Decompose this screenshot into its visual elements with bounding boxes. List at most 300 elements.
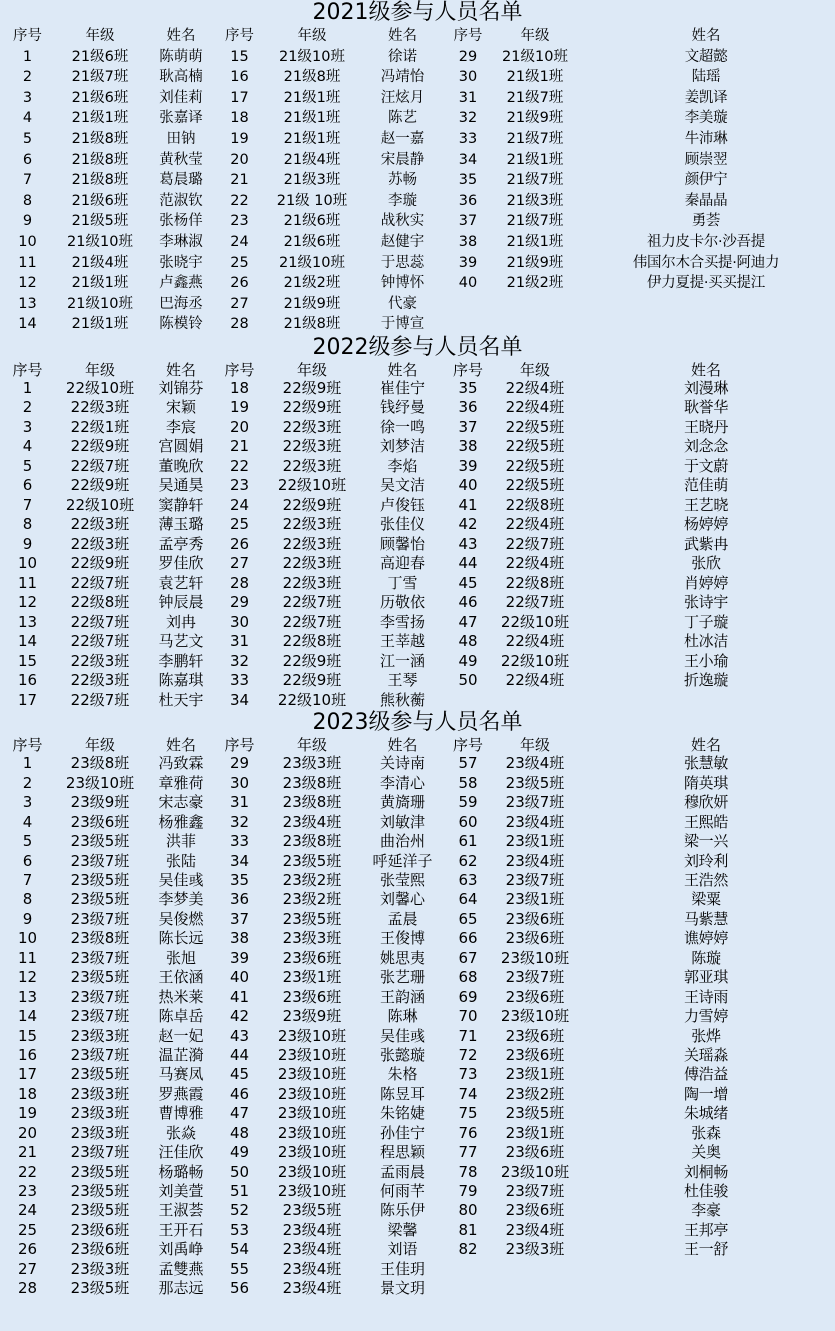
number-cell: 6 [22,476,33,495]
number-cell: 57 [458,754,478,773]
grade-cell: 23级6班 [505,1201,565,1220]
number-cell: 39 [458,456,478,475]
number-cell: 11 [17,573,38,592]
grade-cell: 22级8班 [505,495,565,514]
grade-cell: 22级7班 [70,456,130,475]
name-cell: 关诗南 [379,754,425,773]
name-cell: 马赛凤 [158,1065,204,1084]
grade-cell: 21级8班 [283,316,341,333]
grade-cell [493,294,577,315]
table-row [0,632,835,652]
grade-cell: 23级5班 [505,773,565,792]
number-cell: 1 [22,48,33,65]
number-cell: 26 [229,534,250,553]
name-cell: 穆欣妍 [683,793,729,812]
grade-cell: 22级5班 [505,476,565,495]
number-cell: 50 [458,671,478,690]
grade-cell: 21级8班 [71,172,129,189]
number-cell: 31 [229,632,250,651]
name-cell: 宫圆娟 [158,437,204,456]
number-cell: 33 [229,832,250,851]
grade-cell [493,314,577,335]
name-cell: 隋英琪 [683,773,729,792]
grade-cell: 22级7班 [70,573,130,592]
name-cell [577,1279,835,1298]
name-cell: 熊秋蘅 [379,690,425,709]
name-cell: 巴海丞 [159,295,203,312]
table-row [0,832,835,851]
name-cell: 代豪 [388,295,417,312]
number-cell: 17 [230,89,249,106]
grade-cell: 22级10班 [500,651,570,670]
grade-cell: 23级7班 [70,948,130,967]
grade-cell: 23级3班 [70,1084,130,1103]
grade-cell: 22级10班 [65,378,135,397]
table-header [0,361,835,379]
name-cell: 范佳萌 [683,476,729,495]
name-cell: 王依涵 [158,968,204,987]
grade-cell: 23级5班 [505,1104,565,1123]
number-cell: 61 [458,832,478,851]
grade-cell: 21级5班 [71,213,129,230]
name-cell: 牛沛琳 [684,130,728,147]
number-cell: 62 [458,851,478,870]
table-row [0,774,835,793]
name-cell: 孟雙燕 [158,1259,204,1278]
name-cell: 冯致霖 [158,754,204,773]
grade-cell: 22级3班 [282,437,342,456]
name-cell: 曹博雅 [158,1104,204,1123]
table-header [0,736,835,754]
number-cell: 22 [229,456,250,475]
grade-cell: 23级10班 [277,1084,347,1103]
table-row [0,671,835,691]
name-cell: 孟晨 [387,909,418,928]
table-row [0,652,835,672]
name-cell: 郭亚琪 [683,968,729,987]
grade-cell: 21级10班 [279,48,345,65]
number-cell: 63 [458,871,478,890]
grade-cell: 23级4班 [505,754,565,773]
number-cell: 36 [229,890,250,909]
grade-cell: 23级10班 [277,1123,347,1142]
table-row [0,1182,835,1201]
number-cell: 36 [458,398,478,417]
name-cell: 何雨芊 [379,1182,425,1201]
number-cell: 73 [458,1065,478,1084]
name-cell: 陶一增 [683,1084,729,1103]
name-cell: 罗佳欣 [158,554,204,573]
name-cell: 耿高楠 [159,69,203,86]
grade-cell: 23级3班 [282,754,342,773]
name-cell: 高迎春 [379,554,425,573]
number-cell: 23 [17,1182,38,1201]
name-cell: 王小瑜 [683,651,729,670]
name-cell: 于博宣 [380,316,425,333]
grade-cell: 22级9班 [70,554,130,573]
name-cell: 张慧敏 [683,754,729,773]
grade-cell: 22级10班 [277,476,347,495]
grade-cell: 22级3班 [70,651,130,670]
number-cell: 10 [17,929,38,948]
name-cell: 文超懿 [684,48,728,65]
grade-cell: 23级3班 [70,1123,130,1142]
number-cell: 67 [458,948,478,967]
number-cell: 1 [22,754,33,773]
name-cell: 张佳仪 [379,515,425,534]
grade-cell: 22级1班 [70,417,130,436]
name-cell: 杜佳骏 [683,1182,729,1201]
grade-cell: 23级6班 [505,909,565,928]
number-cell: 24 [17,1201,38,1220]
grade-cell: 23级7班 [70,909,130,928]
name-cell: 杜冰洁 [683,632,729,651]
name-cell: 刘漫琳 [683,378,729,397]
number-cell: 9 [22,534,33,553]
grade-cell: 21级3班 [506,192,564,209]
number-cell: 38 [458,233,478,250]
grade-cell: 22级3班 [282,573,342,592]
name-cell: 王浩然 [683,871,729,890]
grade-cell: 23级10班 [500,1162,570,1181]
grade-cell: 23级8班 [282,773,342,792]
grade-cell: 23级6班 [70,812,130,831]
number-cell: 40 [458,476,478,495]
number-cell: 3 [22,417,33,436]
name-cell: 王俊博 [379,929,425,948]
table-row [0,129,835,150]
number-cell: 20 [17,1123,38,1142]
table-row [0,150,835,171]
name-cell: 王诗雨 [683,987,729,1006]
table-row [0,379,835,399]
number-cell: 71 [458,1026,478,1045]
number-cell: 27 [229,554,250,573]
grade-cell: 23级10班 [277,1045,347,1064]
grade-cell: 22级7班 [505,534,565,553]
grade-cell: 21级6班 [283,213,341,230]
table-row [0,554,835,574]
grade-cell: 21级9班 [283,295,341,312]
number-cell: 56 [229,1279,250,1298]
grade-cell: 23级1班 [505,890,565,909]
grade-cell: 23级2班 [282,871,342,890]
name-cell: 李焰 [387,456,418,475]
number-cell: 40 [229,968,250,987]
grade-cell: 22级9班 [70,476,130,495]
number-cell: 70 [458,1007,478,1026]
grade-cell: 21级10班 [67,233,133,250]
name-cell: 孟亭秀 [158,534,204,553]
table-row [0,535,835,555]
name-cell: 历敬依 [379,593,425,612]
name-cell: 热米莱 [158,987,204,1006]
table-row [0,1065,835,1084]
name-cell: 于文蔚 [683,456,729,475]
name-cell: 袁艺轩 [158,573,204,592]
name-cell: 战秋实 [380,213,425,230]
number-cell: 18 [230,110,249,127]
grade-cell: 22级7班 [282,593,342,612]
number-cell: 35 [229,871,250,890]
table-row [0,437,835,457]
grade-cell: 23级10班 [500,948,570,967]
name-cell: 谯婷婷 [683,929,729,948]
table-row [0,232,835,253]
number-cell: 22 [230,192,249,209]
grade-cell: 23级10班 [277,1182,347,1201]
name-cell: 刘梦洁 [379,437,425,456]
name-cell: 程思颖 [379,1143,425,1162]
table-row [0,515,835,535]
name-cell: 刘馨心 [379,890,425,909]
grade-cell: 23级5班 [282,1201,342,1220]
name-cell: 王佳玥 [379,1259,425,1278]
grade-cell: 23级7班 [70,987,130,1006]
table-row [0,88,835,109]
grade-cell: 21级7班 [506,130,564,147]
number-cell: 15 [17,1026,38,1045]
name-cell: 刘语 [387,1240,418,1259]
grade-cell: 23级1班 [282,968,342,987]
name-cell: 温芷漪 [158,1045,204,1064]
name-cell: 吴通昊 [158,476,204,495]
name-cell [577,1260,835,1279]
number-cell: 18 [17,1084,38,1103]
name-cell: 陈卓岳 [158,1007,204,1026]
table-row [0,1201,835,1220]
roster-section [0,710,835,1298]
grade-cell: 23级7班 [70,1143,130,1162]
grade-cell: 23级6班 [282,987,342,1006]
number-cell: 3 [22,89,33,106]
grade-cell: 22级10班 [65,495,135,514]
grade-cell: 22级4班 [505,671,565,690]
grade-cell: 23级4班 [505,1220,565,1239]
grade-cell: 22级3班 [70,671,130,690]
name-cell: 范淑钦 [159,192,203,209]
number-cell: 31 [229,793,250,812]
number-cell: 12 [17,593,38,612]
grade-cell: 23级4班 [505,812,565,831]
name-cell: 刘美萱 [158,1182,204,1201]
name-cell: 武紫冉 [683,534,729,553]
grade-cell: 23级5班 [70,1279,130,1298]
name-cell: 陆瑶 [691,69,721,86]
number-cell: 51 [229,1182,250,1201]
grade-cell: 23级2班 [505,1084,565,1103]
number-cell: 2 [22,398,33,417]
grade-cell: 22级3班 [70,398,130,417]
number-cell: 2 [22,69,33,86]
grade-cell: 21级1班 [506,69,564,86]
number-cell: 33 [458,130,478,147]
name-cell: 张杨佯 [159,213,203,230]
grade-cell: 23级10班 [500,1007,570,1026]
name-cell: 刘桐畅 [683,1162,729,1181]
name-cell: 葛晨璐 [159,172,203,189]
number-cell: 32 [458,110,478,127]
grade-cell: 23级5班 [70,1065,130,1084]
grade-cell: 23级9班 [282,1007,342,1026]
grade-cell: 22级5班 [505,456,565,475]
table-row [0,574,835,594]
table-row [0,457,835,477]
header-grade: 年级 [85,28,115,44]
header-name: 姓名 [690,736,721,755]
roster-section [0,0,835,335]
number-cell: 19 [17,1104,38,1123]
number-cell: 28 [230,316,249,333]
name-cell: 秦晶晶 [684,192,728,209]
name-cell: 钟博怀 [380,275,425,292]
name-cell: 杨雅鑫 [158,812,204,831]
grade-cell: 23级8班 [282,793,342,812]
name-cell: 李豪 [691,1201,721,1220]
number-cell: 11 [18,254,37,271]
table-row [0,496,835,516]
number-cell: 33 [229,671,250,690]
number-cell: 10 [18,233,37,250]
name-cell: 王淑荟 [158,1201,204,1220]
number-cell: 32 [229,651,250,670]
number-cell: 45 [458,573,478,592]
table-row [0,813,835,832]
name-cell: 丁雪 [387,573,418,592]
number-cell: 8 [22,192,33,209]
name-cell: 王晓丹 [683,417,729,436]
grade-cell: 23级5班 [70,1162,130,1181]
number-cell: 79 [458,1182,478,1201]
number-cell: 43 [458,534,478,553]
name-cell: 陈萌萌 [159,48,203,65]
name-cell: 张懿璇 [379,1045,425,1064]
number-cell: 49 [229,1143,250,1162]
grade-cell: 23级4班 [505,851,565,870]
header-name: 姓名 [165,736,196,755]
grade-cell: 22级10班 [500,612,570,631]
name-cell: 姚思夷 [379,948,425,967]
number-cell: 35 [458,172,478,189]
number-cell: 65 [458,909,478,928]
name-cell: 徐一鸣 [379,417,425,436]
grade-cell: 22级7班 [70,612,130,631]
number-cell: 30 [229,773,250,792]
grade-cell: 22级4班 [505,515,565,534]
name-cell: 宋颖 [165,398,196,417]
header-no: 序号 [452,736,483,755]
grade-cell: 21级6班 [71,48,129,65]
grade-cell: 23级5班 [70,871,130,890]
name-cell: 肖婷婷 [683,573,729,592]
name-cell: 颜伊宁 [684,172,728,189]
number-cell: 78 [458,1162,478,1181]
number-cell: 2 [22,773,33,792]
number-cell: 12 [17,968,38,987]
name-cell: 吴佳彧 [379,1026,425,1045]
name-cell: 刘玲利 [683,851,729,870]
name-cell: 钱纾曼 [379,398,425,417]
grade-cell: 23级7班 [505,871,565,890]
grade-cell: 22级7班 [70,632,130,651]
name-cell: 钟辰晨 [158,593,204,612]
grade-cell: 23级7班 [70,1045,130,1064]
number-cell: 20 [230,151,249,168]
table-row [0,593,835,613]
name-cell: 李梦美 [158,890,204,909]
table-row [0,988,835,1007]
number-cell: 29 [229,593,250,612]
name-cell: 陈昱耳 [379,1084,425,1103]
table-row [0,890,835,909]
name-cell: 那志远 [158,1279,204,1298]
number-cell: 42 [458,515,478,534]
number-cell: 35 [458,378,478,397]
grade-cell: 22级3班 [282,554,342,573]
number-cell: 28 [229,573,250,592]
number-cell: 68 [458,968,478,987]
number-cell [443,1279,493,1298]
number-cell: 1 [22,378,33,397]
section-title: 2021级参与人员名单 [312,0,523,25]
table-header [0,26,835,47]
grade-cell: 21级8班 [71,130,129,147]
number-cell: 46 [229,1084,250,1103]
grade-cell: 22级3班 [282,417,342,436]
header-no: 序号 [12,360,43,379]
number-cell: 25 [230,254,249,271]
number-cell: 76 [458,1123,478,1142]
number-cell: 43 [229,1026,250,1045]
name-cell: 宋志豪 [158,793,204,812]
name-cell: 杨婷婷 [683,515,729,534]
grade-cell: 23级7班 [70,851,130,870]
table-row [0,1007,835,1026]
grade-cell: 23级5班 [70,968,130,987]
grade-cell: 22级4班 [505,632,565,651]
grade-cell [493,1260,577,1279]
grade-cell: 23级7班 [505,968,565,987]
name-cell: 陈模铃 [159,316,203,333]
name-cell: 张烨 [691,1026,721,1045]
header-no: 序号 [225,28,254,44]
grade-cell: 22级4班 [505,378,565,397]
grade-cell: 23级3班 [505,1240,565,1259]
grade-cell: 23级8班 [282,832,342,851]
grade-cell: 21级1班 [71,110,129,127]
grade-cell: 23级7班 [70,1007,130,1026]
name-cell: 吴佳彧 [158,871,204,890]
grade-cell: 21级10班 [67,295,133,312]
number-cell: 13 [17,987,38,1006]
name-cell: 于思蕊 [380,254,425,271]
grade-cell: 23级10班 [65,773,135,792]
number-cell: 8 [22,890,33,909]
header-no: 序号 [224,736,255,755]
number-cell: 46 [458,593,478,612]
grade-cell: 23级8班 [70,929,130,948]
number-cell: 48 [458,632,478,651]
grade-cell: 23级4班 [282,1240,342,1259]
name-cell: 孙佳宁 [379,1123,425,1142]
grade-cell: 22级9班 [282,651,342,670]
grade-cell: 22级5班 [505,437,565,456]
grade-cell: 21级3班 [283,172,341,189]
number-cell: 44 [229,1045,250,1064]
number-cell: 15 [230,48,249,65]
grade-cell: 23级6班 [505,1045,565,1064]
grade-cell: 21级7班 [506,213,564,230]
